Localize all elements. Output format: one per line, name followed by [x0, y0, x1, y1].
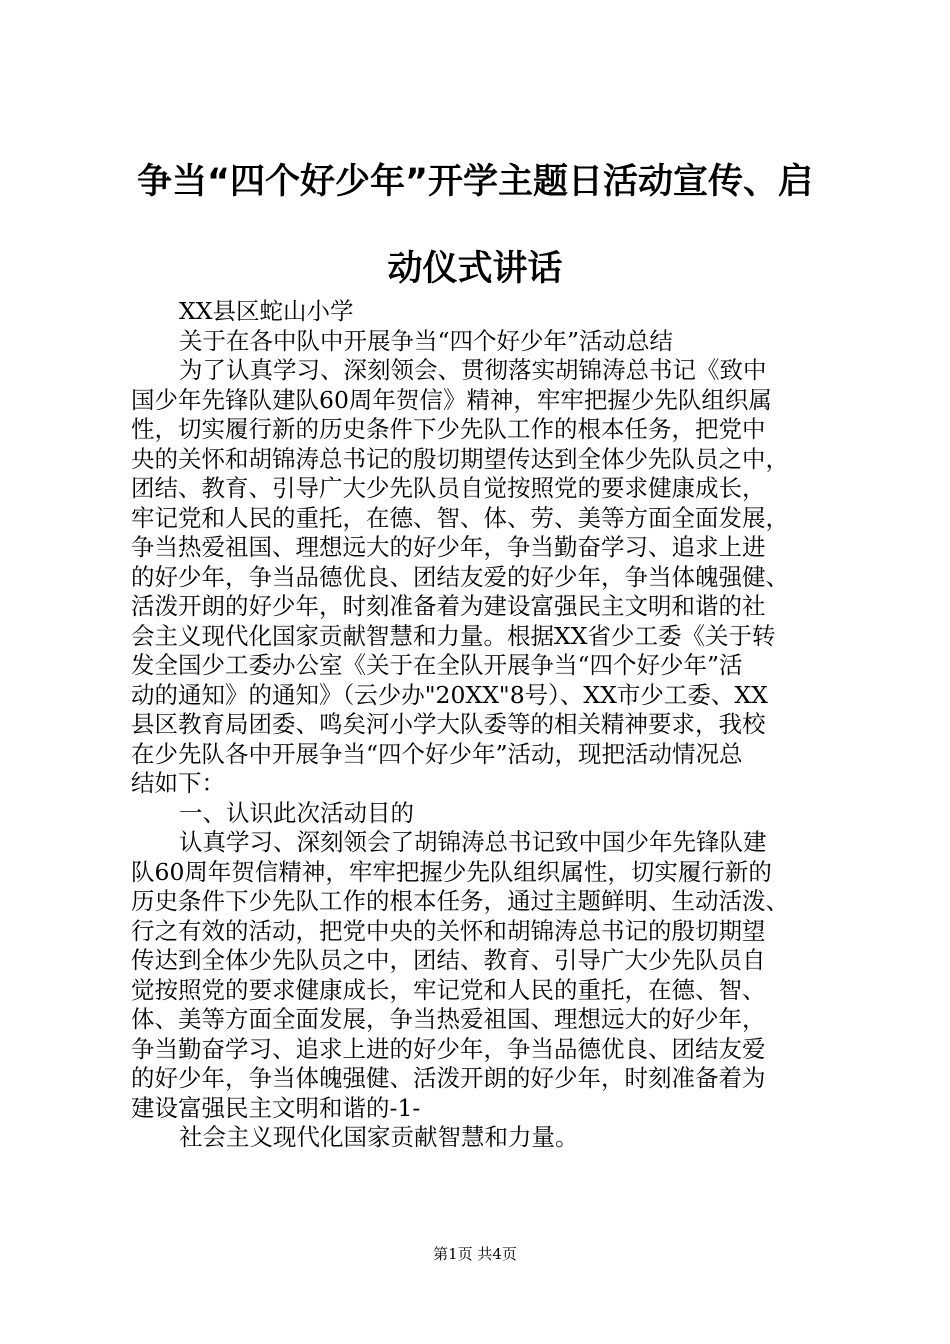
paragraph-line: 在少先队各中开展争当“四个好少年”活动，现把活动情况总 [131, 739, 743, 768]
paragraph-line: 会主义现代化国家贡献智慧和力量。根据XX省少工委《关于转 [131, 621, 776, 650]
paragraph-line: 央的关怀和胡锦涛总书记的殷切期望传达到全体少先队员之中， [131, 444, 789, 473]
paragraph-line: 行之有效的活动，把党中央的关怀和胡锦涛总书记的殷切期望 [131, 916, 766, 945]
section-heading: 一、认识此次活动目的 [179, 798, 414, 827]
paragraph-line: 国少年先锋队建队60周年贺信》精神，牢牢把握少先队组织属 [131, 385, 772, 414]
document-body [131, 297, 831, 1153]
page-footer: 第1页 共4页 [433, 1245, 517, 1263]
paragraph-line: 认真学习、深刻领会了胡锦涛总书记致中国少年先锋队建 [179, 828, 767, 856]
paragraph-line: 的好少年，争当体魄强健、活泼开朗的好少年，时刻准备着为 [131, 1064, 766, 1092]
paragraph-line: 队60周年贺信精神，牢牢把握少先队组织属性，切实履行新的 [131, 857, 772, 886]
paragraph-line: 活泼开朗的好少年，时刻准备着为建设富强民主文明和谐的社 [131, 592, 766, 620]
paragraph-line: 体、美等方面全面发展，争当热爱祖国、理想远大的好少年， [131, 1005, 766, 1033]
document-title-line-2: 动仪式讲话 [387, 249, 563, 289]
paragraph-line: 团结、教育、引导广大少先队员自觉按照党的要求健康成长， [131, 474, 766, 502]
paragraph-line: 动的通知》的通知》（云少办"20XX"8号）、XX市少工委、XX [131, 680, 768, 709]
paragraph-line: 传达到全体少先队员之中，团结、教育、引导广大少先队员自 [131, 946, 766, 974]
paragraph-line: 为了认真学习、深刻领会、贯彻落实胡锦涛总书记《致中 [179, 356, 767, 384]
paragraph-line: 社会主义现代化国家贡献智慧和力量。 [179, 1123, 579, 1151]
paragraph-line: 建设富强民主文明和谐的-1- [131, 1093, 421, 1122]
section-subtitle: 关于在各中队中开展争当“四个好少年”活动总结 [179, 326, 674, 355]
document-title-line-1: 争当“四个好少年”开学主题日活动宣传、启 [136, 162, 813, 202]
paragraph-line: 性，切实履行新的历史条件下少先队工作的根本任务，把党中 [131, 415, 766, 443]
paragraph-line: 发全国少工委办公室《关于在全队开展争当“四个好少年”活 [131, 651, 743, 679]
paragraph-line: 争当热爱祖国、理想远大的好少年，争当勤奋学习、追求上进 [131, 533, 766, 561]
paragraph-line: 结如下： [131, 769, 225, 797]
paragraph-line: 县区教育局团委、鸣矣河小学大队委等的相关精神要求，我校 [131, 710, 766, 738]
paragraph-line: 觉按照党的要求健康成长，牢记党和人民的重托，在德、智、 [131, 975, 766, 1004]
paragraph-line: 牢记党和人民的重托，在德、智、体、劳、美等方面全面发展， [131, 503, 789, 532]
school-name: XX县区蛇山小学 [179, 297, 354, 325]
paragraph-line: 的好少年，争当品德优良、团结友爱的好少年，争当体魄强健、 [131, 562, 789, 591]
paragraph-line: 争当勤奋学习、追求上进的好少年，争当品德优良、团结友爱 [131, 1034, 766, 1063]
paragraph-line: 历史条件下少先队工作的根本任务，通过主题鲜明、生动活泼、 [131, 887, 789, 915]
